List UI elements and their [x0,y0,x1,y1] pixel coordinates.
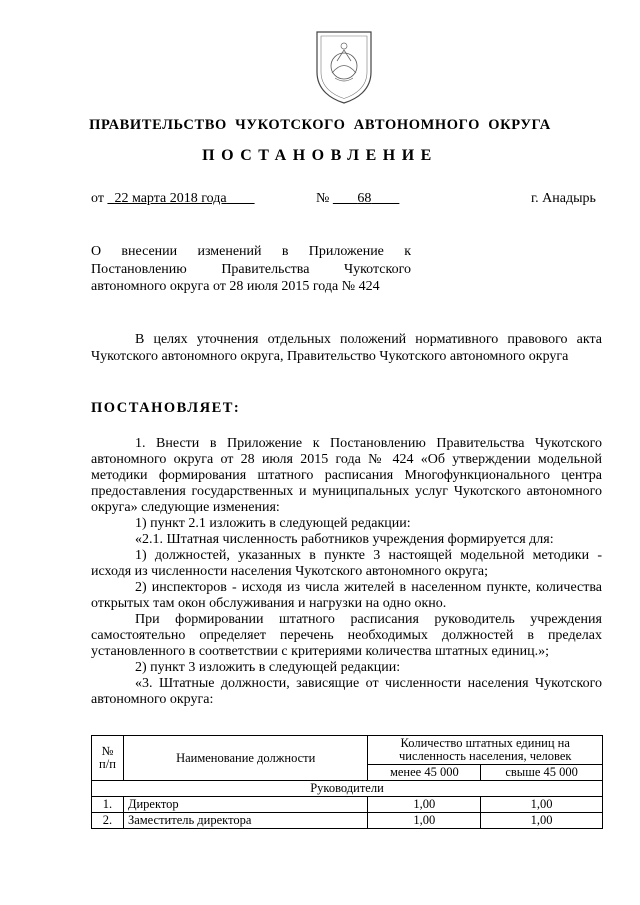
table-section-row [92,781,603,797]
decree-number-line [316,191,399,207]
paragraph: При формировании штатного расписания руководитель учреждения самостоятельно определяет перечень необходимых должностей в пределах установленного в соответствии с критериями количества штатных единиц.»; [91,612,602,659]
row-less: 1,00 [368,797,481,813]
number-label: № [316,191,330,206]
decree-body [91,436,602,708]
paragraph: 2) пункт 3 изложить в следующей редакции: [135,660,401,675]
decree-number: 68 [357,191,372,206]
section-title: Руководители [92,781,603,797]
col-header-number: № п/п [92,736,124,781]
row-number: 1. [92,797,124,813]
paragraph: 1. Внести в Приложение к Постановлению Правительства Чукотского автономного округа от 28 июля 2015 года № 424 «Об утверждении модельной методики формирования штатного расписания Многофункционального центра предоставления государственных и муниципальных услуг Чукотского автономного округа» следующие изменения: [91,436,602,515]
row-less: 1,00 [368,813,481,829]
paragraph: «3. Штатные должности, зависящие от численности населения Чукотского автономного округа: [91,676,602,707]
table-row [92,813,603,829]
table-row [92,797,603,813]
col-header-more: свыше 45 000 [481,765,603,781]
row-position: Заместитель директора [123,813,368,829]
document-type: ПОСТАНОВЛЕНИЕ [202,147,438,164]
paragraph: 1) должностей, указанных в пункте 3 настоящей модельной методики - исходя из численности населения Чукотского автономного округа; [91,548,602,579]
table-header-row [92,736,603,765]
decree-date: 22 марта 2018 года [114,191,227,206]
date-label: от [91,191,104,206]
paragraph: «2.1. Штатная численность работников учреждения формируется для: [135,532,554,547]
city: г. Анадырь [531,191,596,206]
col-header-less: менее 45 000 [368,765,481,781]
row-number: 2. [92,813,124,829]
subject-line: О внесении изменений в Приложение к [91,244,411,259]
row-position: Директор [123,797,368,813]
col-header-position: Наименование должности [123,736,368,781]
col-header-units: Количество штатных единиц на численность населения, человек [368,736,603,765]
government-name: ПРАВИТЕЛЬСТВО ЧУКОТСКОГО АВТОНОМНОГО ОКРУГА [89,117,551,133]
resolves-heading: ПОСТАНОВЛЯЕТ: [91,400,241,416]
staff-table [91,735,603,829]
paragraph: 2) инспекторов - исходя из числа жителей в населенном пункте, количества открытых там окон обслуживания и нагрузки на одно окно. [91,580,602,611]
subject-line: автономного округа от 28 июля 2015 года № 424 [91,279,380,294]
chukotka-coat-of-arms-icon [313,28,375,106]
decree-date-line [91,191,255,207]
paragraph: 1) пункт 2.1 изложить в следующей редакции: [135,516,411,531]
preamble [91,331,602,365]
row-more: 1,00 [481,797,603,813]
row-more: 1,00 [481,813,603,829]
decree-subject [91,243,411,296]
preamble-text: В целях уточнения отдельных положений нормативного правового акта Чукотского автономного округа, Правительство Чукотского автономного округа [91,332,602,364]
subject-line: Постановлению Правительства Чукотского [91,261,411,277]
